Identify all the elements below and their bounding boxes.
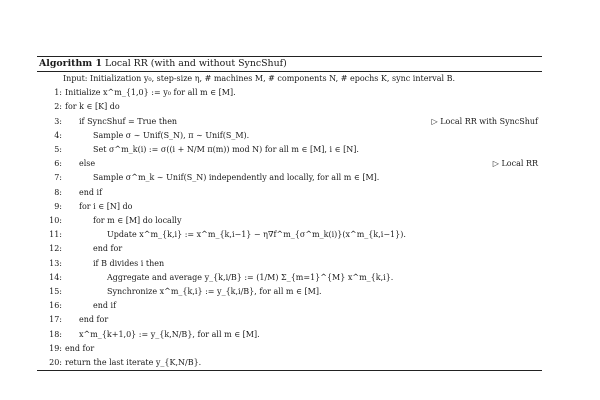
line-text: for i ∈ [N] do xyxy=(79,201,133,211)
algorithm-line xyxy=(37,357,542,369)
algorithm-line xyxy=(37,272,542,284)
algorithm-label: Algorithm 1 xyxy=(39,58,102,69)
line-number: 6: xyxy=(54,159,62,169)
line-text: end if xyxy=(79,187,103,197)
line-text: Update x^m_{k,i} := x^m_{k,i−1} − η∇f^m_{σ^m_k(i)}(x^m_{k,i−1}). xyxy=(107,230,406,240)
line-text: end for xyxy=(65,343,95,353)
algorithm-body xyxy=(37,72,542,370)
line-number: 14: xyxy=(49,272,62,282)
line-text: Input: Initialization y₀, step-size η, # machines M, # components N, # epochs K, sync interval B. xyxy=(63,74,456,83)
line-number: 3: xyxy=(54,116,62,126)
algorithm-title xyxy=(37,57,542,72)
line-text: Sample σ ∼ Unif(S_N), π ∼ Unif(S_M). xyxy=(93,130,250,140)
line-text: end if xyxy=(93,301,117,311)
line-comment: ▷ Local RR xyxy=(492,159,538,169)
line-number: 17: xyxy=(49,315,62,325)
line-text: if SyncShuf = True then xyxy=(79,116,178,126)
line-number: 4: xyxy=(54,130,62,140)
line-number: 1: xyxy=(54,88,62,98)
algorithm-line xyxy=(37,187,542,199)
algorithm-line xyxy=(37,314,542,326)
algorithm-line xyxy=(37,172,542,184)
line-text: end for xyxy=(93,244,123,254)
line-text: Aggregate and average y_{k,i/B} := (1/M) Σ_{m=1}^{M} x^m_{k,i}. xyxy=(107,272,394,282)
algorithm-line xyxy=(37,329,542,341)
algorithm-line xyxy=(37,158,542,170)
line-text: x^m_{k+1,0} := y_{k,N/B}, for all m ∈ [M]. xyxy=(79,329,260,339)
line-text: Synchronize x^m_{k,i} := y_{k,i/B}, for all m ∈ [M]. xyxy=(107,287,322,296)
line-text: else xyxy=(79,159,96,169)
algorithm-line xyxy=(37,300,542,312)
algorithm-name: Local RR (with and without SyncShuf) xyxy=(104,58,287,69)
line-number: 19: xyxy=(49,343,62,353)
algorithm-line xyxy=(37,243,542,255)
algorithm-line xyxy=(37,343,542,355)
line-number: 20: xyxy=(49,358,62,367)
line-text: return the last iterate y_{K,N/B}. xyxy=(65,358,202,367)
algorithm-line xyxy=(37,229,542,241)
algorithm-line xyxy=(37,101,542,113)
line-number: 18: xyxy=(49,329,62,339)
algorithm-line xyxy=(37,201,542,213)
line-number: 8: xyxy=(54,187,62,197)
line-number: 9: xyxy=(54,201,62,211)
line-text: Sample σ^m_k ∼ Unif(S_N) independently and locally, for all m ∈ [M]. xyxy=(93,173,380,183)
line-number: 5: xyxy=(54,145,62,154)
line-text: Initialize x^m_{1,0} := y₀ for all m ∈ [M]. xyxy=(65,88,236,98)
line-number: 16: xyxy=(49,301,62,311)
algorithm-line xyxy=(37,215,542,227)
algorithm-line xyxy=(37,73,542,85)
line-text: Set σ^m_k(i) := σ((i + N/M π(m)) mod N) for all m ∈ [M], i ∈ [N]. xyxy=(93,145,359,154)
algorithm-line xyxy=(37,144,542,156)
line-number: 15: xyxy=(49,287,62,296)
line-comment: ▷ Local RR with SyncShuf xyxy=(431,116,538,126)
line-text: end for xyxy=(79,315,109,325)
algorithm-line xyxy=(37,286,542,298)
algorithm-line xyxy=(37,116,542,128)
line-number: 13: xyxy=(49,258,62,268)
algorithm-line xyxy=(37,87,542,99)
line-number: 7: xyxy=(54,173,62,183)
line-text: for m ∈ [M] do locally xyxy=(93,216,182,225)
line-text: if B divides i then xyxy=(93,258,165,268)
algorithm-line xyxy=(37,258,542,270)
algorithm-box xyxy=(37,56,542,371)
line-number: 12: xyxy=(49,244,62,254)
line-number: 10: xyxy=(49,216,62,225)
line-number: 2: xyxy=(54,102,62,112)
line-number: 11: xyxy=(49,230,62,240)
algorithm-line xyxy=(37,130,542,142)
line-text: for k ∈ [K] do xyxy=(65,102,120,112)
